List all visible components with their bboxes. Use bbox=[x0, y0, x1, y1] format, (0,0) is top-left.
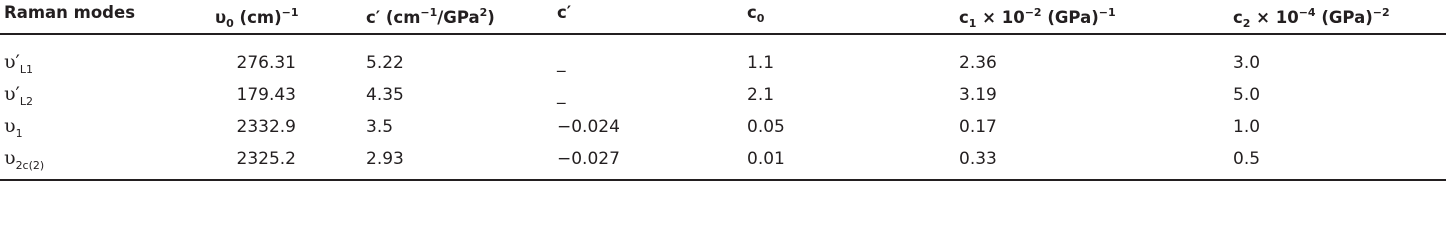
c0-value: 0.01 bbox=[747, 149, 785, 169]
header-c2-symbol: c bbox=[1233, 8, 1243, 27]
mode-sub: L2 bbox=[19, 95, 34, 108]
header-c1 bbox=[959, 3, 1116, 34]
header-c1-symbol: c bbox=[959, 8, 969, 27]
c1-value: 0.17 bbox=[959, 117, 997, 137]
c-prime-gpa-value: 2.93 bbox=[366, 149, 404, 169]
mode-cell bbox=[4, 52, 33, 80]
mode-sub: 1 bbox=[15, 127, 23, 140]
c-prime-value: _ bbox=[557, 53, 566, 73]
c0-value: 1.1 bbox=[747, 53, 775, 73]
c-prime-value: −0.024 bbox=[557, 117, 620, 137]
c0-value: 2.1 bbox=[747, 85, 775, 105]
header-c2-unit-exp: −2 bbox=[1372, 6, 1390, 19]
header-c2-exp: −4 bbox=[1298, 6, 1316, 19]
c-prime-gpa-value: 5.22 bbox=[366, 53, 404, 73]
mode-symbol: υ′ bbox=[4, 51, 20, 73]
mode-symbol: υ bbox=[4, 147, 16, 169]
mode-cell bbox=[4, 148, 44, 176]
header-c2-sub: 2 bbox=[1242, 17, 1251, 30]
mode-cell bbox=[4, 116, 23, 144]
mode-symbol: υ bbox=[4, 115, 16, 137]
mode-cell bbox=[4, 84, 33, 112]
mode-sub: L1 bbox=[19, 63, 34, 76]
header-c-prime-gpa-sup: −1 bbox=[420, 6, 438, 19]
mode-symbol: υ′ bbox=[4, 83, 20, 105]
header-c0 bbox=[747, 3, 764, 29]
header-c-prime bbox=[557, 3, 571, 23]
header-c-prime-gpa bbox=[366, 3, 495, 28]
header-c1-unit: (GPa) bbox=[1041, 8, 1099, 27]
header-nu0-unit: (cm) bbox=[233, 8, 282, 27]
header-nu0-sup: −1 bbox=[281, 6, 299, 19]
header-c-prime-gpa-rest: /GPa bbox=[437, 8, 480, 27]
nu0-value: 2325.2 bbox=[236, 149, 296, 169]
header-c1-exp: −2 bbox=[1024, 6, 1042, 19]
header-c2-unit: (GPa) bbox=[1315, 8, 1373, 27]
c2-value: 0.5 bbox=[1233, 149, 1261, 169]
header-nu0-sub: 0 bbox=[226, 17, 234, 30]
header-c-prime-gpa-main: c′ (cm bbox=[366, 8, 421, 27]
c0-value: 0.05 bbox=[747, 117, 785, 137]
header-nu0-symbol: υ bbox=[215, 8, 227, 27]
header-c0-symbol: c bbox=[747, 3, 757, 22]
nu0-value: 276.31 bbox=[236, 53, 296, 73]
header-rule bbox=[0, 33, 1446, 35]
header-raman-modes bbox=[4, 3, 135, 23]
header-raman-modes-text: Raman modes bbox=[4, 3, 136, 22]
c-prime-value: −0.027 bbox=[557, 149, 620, 169]
header-c-prime-gpa-sup2: 2 bbox=[479, 6, 488, 19]
nu0-value: 2332.9 bbox=[236, 117, 296, 137]
header-c1-times: × 10 bbox=[976, 8, 1025, 27]
c-prime-value: _ bbox=[557, 85, 566, 105]
mode-sub: 2c(2) bbox=[15, 159, 45, 172]
header-c2 bbox=[1233, 3, 1390, 34]
header-c0-sub: 0 bbox=[756, 12, 765, 25]
bottom-rule bbox=[0, 179, 1446, 181]
c2-value: 5.0 bbox=[1233, 85, 1261, 105]
c1-value: 2.36 bbox=[959, 53, 997, 73]
c1-value: 3.19 bbox=[959, 85, 997, 105]
header-c1-sub: 1 bbox=[968, 17, 977, 30]
c1-value: 0.33 bbox=[959, 149, 997, 169]
c2-value: 3.0 bbox=[1233, 53, 1261, 73]
header-c-prime-text: c′ bbox=[557, 3, 572, 22]
header-c1-unit-exp: −1 bbox=[1098, 6, 1116, 19]
header-c-prime-gpa-rest2: ) bbox=[487, 8, 495, 27]
header-nu0 bbox=[215, 3, 299, 34]
c-prime-gpa-value: 3.5 bbox=[366, 117, 394, 137]
c2-value: 1.0 bbox=[1233, 117, 1261, 137]
header-c2-times: × 10 bbox=[1250, 8, 1299, 27]
c-prime-gpa-value: 4.35 bbox=[366, 85, 404, 105]
nu0-value: 179.43 bbox=[236, 85, 296, 105]
